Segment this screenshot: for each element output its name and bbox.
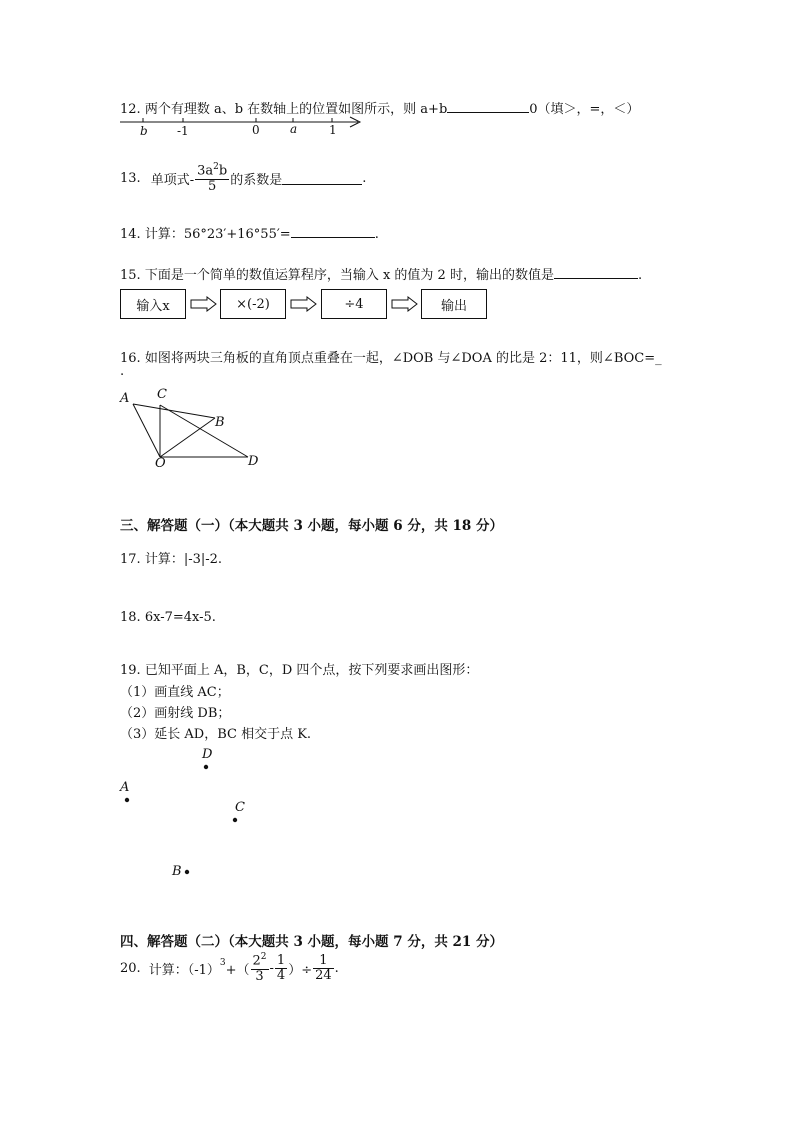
- q20-f1-den: 3: [255, 968, 264, 984]
- q16-tail: _: [655, 351, 662, 366]
- q19-point-D: [203, 764, 209, 770]
- q19-label-B: B: [172, 864, 182, 879]
- q20-fraction-3: [313, 954, 334, 984]
- q20-line: [120, 953, 339, 984]
- q19-item-3: （3）延长 AD，BC 相交于点 K.: [120, 727, 312, 742]
- q18-text: 6x-7=4x-5.: [144, 610, 216, 625]
- q19-item-1: （1）画直线 AC；: [120, 685, 230, 700]
- arrow-right-icon: [190, 296, 218, 312]
- q14-number: 14.: [120, 227, 141, 242]
- q14-end: .: [374, 227, 379, 242]
- q16-label-O: O: [155, 456, 166, 471]
- q19-label-D: D: [202, 747, 213, 762]
- q13-answer-blank[interactable]: [282, 172, 362, 185]
- q19-point-A: [124, 797, 130, 803]
- q12-axis-label-a: a: [290, 122, 298, 136]
- q19-number: 19.: [120, 663, 141, 678]
- q19-point-B: [184, 869, 190, 875]
- q19-point-C: [232, 817, 238, 823]
- q12-axis-label-b: b: [140, 124, 148, 138]
- q12-axis-label-1: 1: [329, 123, 337, 137]
- q15-line: [120, 264, 642, 283]
- section-3-title: 三、解答题（一）（本大题共 3 小题，每小题 6 分，共 18 分）: [120, 518, 504, 534]
- q15-text: 下面是一个简单的数值运算程序，当输入 x 的值为 2 时，输出的数值是: [144, 268, 554, 283]
- q20-plus: +（: [225, 962, 250, 978]
- q12-axis-label-0: 0: [252, 123, 260, 137]
- q18-line: [120, 610, 216, 625]
- q16-label-D: D: [248, 454, 259, 469]
- q15-answer-blank[interactable]: [554, 266, 638, 279]
- q20-f2-num: 1: [276, 952, 286, 968]
- q16-dot: .: [120, 364, 125, 379]
- q15-box-input: 输入x: [120, 289, 186, 319]
- q13-end: .: [362, 170, 367, 186]
- q12-text: 两个有理数 a、b 在数轴上的位置如图所示，则 a+b: [144, 102, 448, 117]
- q17-text: 计算：|-3|-2.: [144, 552, 223, 567]
- q15-end: .: [637, 268, 643, 283]
- q20-f1-num-base: 2: [252, 953, 261, 969]
- q14-text: 计算：56°23′+16°55′=: [144, 227, 291, 242]
- q19-item-2: （2）画射线 DB；: [120, 706, 231, 721]
- q19-label-A: A: [120, 780, 130, 795]
- q13-fraction: [195, 163, 229, 194]
- q13-number: 13.: [120, 170, 141, 186]
- q20-fraction-2: [275, 954, 287, 984]
- q13-num-main: 3a: [197, 163, 214, 179]
- q19-line: [120, 659, 478, 678]
- q17-line: [120, 548, 222, 567]
- arrow-right-icon: [290, 296, 318, 312]
- q15-number: 15.: [120, 268, 141, 283]
- q12-number: 12.: [120, 102, 141, 117]
- section-4-title: 四、解答题（二）（本大题共 3 小题，每小题 7 分，共 21 分）: [120, 934, 504, 950]
- q13-den: 5: [208, 178, 217, 194]
- q19-label-C: C: [235, 800, 245, 815]
- q16-number: 16.: [120, 351, 141, 366]
- q20-f3-den: 24: [315, 967, 332, 983]
- q15-box-multiply: ×(-2): [220, 289, 286, 319]
- q13-prefix: 单项式-: [150, 172, 195, 188]
- q16-line: [120, 347, 662, 366]
- q12-tail: 0（填＞，=，＜）: [529, 102, 640, 117]
- q17-number: 17.: [120, 552, 141, 567]
- q20-fraction-1: [251, 953, 269, 984]
- q13-num-exp: 2: [213, 162, 219, 172]
- q18-number: 18.: [120, 610, 141, 625]
- q13-line: [120, 163, 366, 194]
- q20-f1-num-exp: 2: [260, 952, 267, 962]
- q16-label-B: B: [215, 415, 225, 430]
- q20-f3-num: 1: [313, 954, 334, 969]
- q16-text: 如图将两块三角板的直角顶点重叠在一起，∠DOB 与∠DOA 的比是 2：11，则∠BOC=: [144, 351, 656, 366]
- q13-num-tail: b: [218, 163, 228, 179]
- q14-answer-blank[interactable]: [291, 225, 375, 238]
- q16-triangle-figure: [118, 385, 268, 475]
- q20-number: 20.: [120, 960, 141, 976]
- q16-label-C: C: [157, 387, 167, 402]
- q13-suffix: 的系数是: [230, 172, 283, 188]
- q20-f2-den: 4: [276, 967, 286, 983]
- q12-axis-label-neg1: -1: [177, 124, 189, 138]
- q20-close: ）÷: [288, 962, 313, 978]
- q15-box-divide: ÷4: [321, 289, 387, 319]
- q20-minus: -: [269, 960, 274, 976]
- q14-line: [120, 223, 379, 242]
- q20-exp1: 3: [219, 958, 226, 969]
- q20-end: .: [334, 960, 339, 976]
- q19-text: 已知平面上 A，B，C，D 四个点，按下列要求画出图形：: [144, 663, 479, 678]
- q12-answer-blank[interactable]: [447, 100, 529, 113]
- q20-prefix: 计算：（-1）: [148, 962, 220, 978]
- arrow-right-icon: [391, 296, 419, 312]
- q16-label-A: A: [120, 391, 130, 406]
- q15-box-output: 输出: [421, 289, 487, 319]
